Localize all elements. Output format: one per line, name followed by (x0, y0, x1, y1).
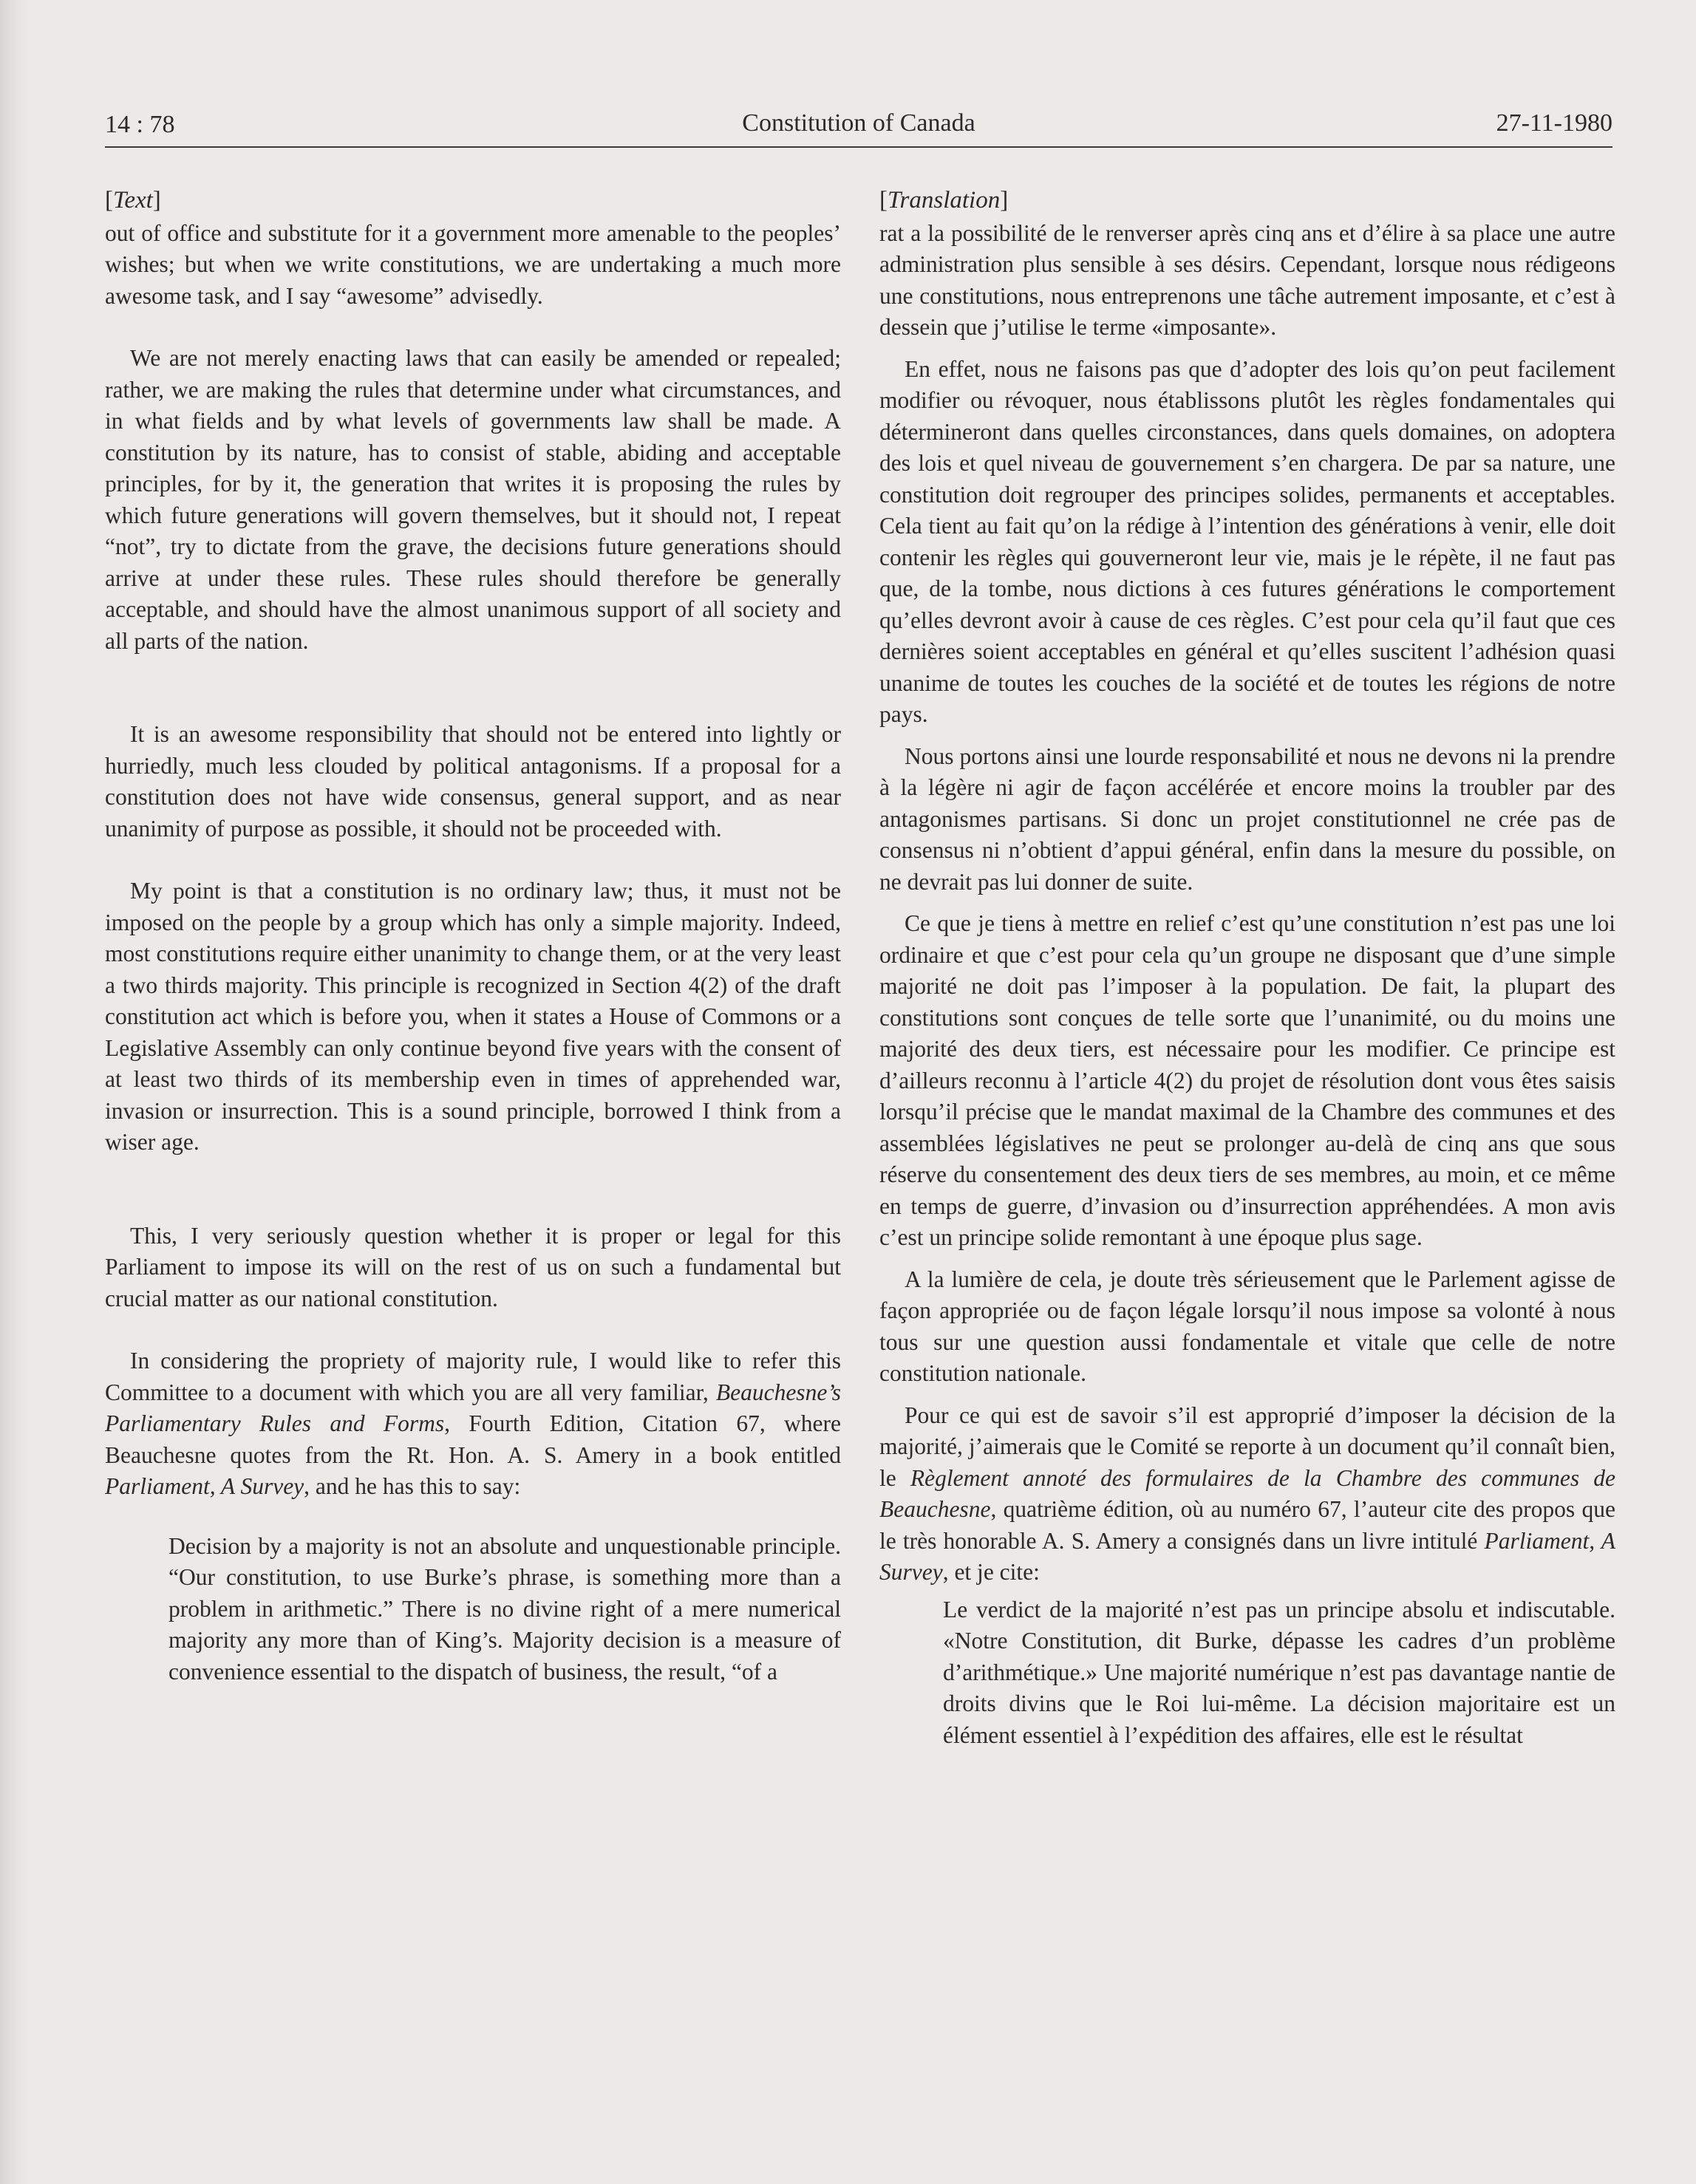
paragraph: En effet, nous ne faisons pas que d’adopter des lois qu’on peut facilement modifier ou révoquer, nous établissons plutôt les règles fondamentales qui détermineront dans quelles circonstances, dans quels domaines, on adoptera des lois et quel niveau de gouvernement s’en chargera. De par sa nature, une constitution doit regrouper des principes solides, permanents et acceptables. Cela tient au fait qu’on la rédige à l’intention des générations à venir, elle doit contenir les règles qui gouverneront leur vie, mais je le répète, il ne faut pas que, de la tombe, nous dictions à ces futures générations le comportement qu’elles devront avoir à cause de ces règles. C’est pour cela qu’il faut que ces dernières soient acceptables en général et qu’elles suscitent l’adhésion quasi unanime de toutes les couches de la société et de toutes les régions de notre pays. (879, 355, 1615, 727)
paragraph: It is an awesome responsibility that should not be entered into lightly or hurriedly, much less clouded by political antagonisms. If a proposal for a constitution does not have wide consensus, general support, and as near unanimity of purpose as possible, it should not be proceeded with. (105, 721, 841, 842)
page-edge-shadow (0, 0, 28, 2184)
paragraph: This, I very seriously question whether it is proper or legal for this Parliament to impose its will on the rest of us on such a fundamental but crucial matter as our national constitution. (105, 1222, 841, 1311)
paragraph: In considering the propriety of majority rule, I would like to refer this Committee to a document with which you are all very familiar, Beauchesne’s Parliamentary Rules and Forms, Fourth Edition, Citation 67, where Beauchesne quotes from the Rt. Hon. A. S. Amery in a book entitled Parliament, A Survey, and he has this to say: (105, 1348, 841, 1499)
column-label: [Text] (105, 187, 161, 214)
paragraph: We are not merely enacting laws that can easily be amended or repealed; rather, we are making the rules that determine under what circumstances, and in what fields and by what levels of governments law shall be made. A constitution by its nature, has to consist of stable, abiding and acceptable principles, for by it, the generation that writes it is proposing the rules by which future generations will govern themselves, but it should not, I repeat “not”, try to dictate from the grave, the decisions future generations should arrive at under these rules. These rules should therefore be generally acceptable, and should have the almost unanimous support of all society and all parts of the nation. (105, 345, 841, 654)
english-text-column (105, 185, 841, 1688)
paragraph: A la lumière de cela, je doute très sérieusement que le Parlement agisse de façon appropriée ou de façon légale lorsqu’il nous impose sa volonté à nous tous sur une question aussi fondamentale et vitale que celle de notre constitution nationale. (879, 1266, 1615, 1386)
paragraph: Pour ce qui est de savoir s’il est approprié d’imposer la décision de la majorité, j’aimerais que le Comité se reporte à un document qu’il connaît bien, le Règlement annoté des formulaires de la Chambre des communes de Beauchesne, quatrième édition, où au numéro 67, l’auteur cite des propos que le très honorable A. S. Amery a consignés dans un livre intitulé Parliament, A Survey, et je cite: (879, 1402, 1615, 1585)
page-date: 27-11-1980 (1496, 109, 1612, 137)
citation-title: Règlement annoté des formulaires de la Chambre des communes de Beauchesne (879, 1464, 1615, 1522)
block-quote: Le verdict de la majorité n’est pas un principe absolu et indiscutable. «Notre Constitution, dit Burke, dépasse les cadres d’un problème d’arithmétique.» Une majorité numérique n’est pas davantage nantie de droits divins que le Roi lui-même. La décision majoritaire est un élément essentiel à l’expédition des affaires, elle est le résultat (943, 1596, 1615, 1748)
page-header (105, 105, 1612, 146)
citation-title: Beauchesne’s Parliamentary Rules and Forms (105, 1379, 841, 1436)
paragraph: My point is that a constitution is no ordinary law; thus, it must not be imposed on the people by a group which has only a simple majority. Indeed, most constitutions require either unanimity to change them, or at the very least a two thirds majority. This principle is recognized in Section 4(2) of the draft constitution act which is before you, when it states a House of Commons or a Legislative Assembly can only continue beyond five years with the consent of at least two thirds of its membership even in times of apprehended war, invasion or insurrection. This is a sound principle, borrowed I think from a wiser age. (105, 878, 841, 1155)
header-rule (105, 146, 1612, 148)
column-label: [Translation] (879, 187, 1009, 214)
french-translation-column (879, 185, 1615, 1751)
paragraph: out of office and substitute for it a government more amenable to the peoples’ wishes; but when we write constitutions, we are undertaking a much more awesome task, and I say “awesome” advisedly. (105, 219, 841, 309)
paragraph: rat a la possibilité de le renverser après cinq ans et d’élire à sa place une autre administration plus sensible à ses désirs. Cependant, lorsque nous rédigeons une constitutions, nous entreprenons une tâche autrement imposante, et c’est à dessein que j’utilise le terme «imposante». (879, 219, 1615, 340)
page-number: 14 : 78 (105, 111, 175, 138)
paragraph: Nous portons ainsi une lourde responsabilité et nous ne devons ni la prendre à la légère ni agir de façon accélérée et encore moins la troubler par des antagonismes partisans. Si donc un projet constitutionnel ne crée pas de consensus ni n’obtient d’appui général, enfin dans la mesure du possible, on ne devrait pas lui donner de suite. (879, 743, 1615, 895)
paragraph: Ce que je tiens à mettre en relief c’est qu’une constitution n’est pas une loi ordinaire et que c’est pour cela qu’un groupe ne disposant que d’une simple majorité ne doit pas l’imposer à la population. De fait, la plupart des constitutions sont conçues de telle sorte que l’unanimité, ou du moins une majorité des deux tiers, est nécessaire pour les modifier. Ce principe est d’ailleurs reconnu à l’article 4(2) du projet de résolution dont vous êtes saisis lorsqu’il précise que le mandat maximal de la Chambre des communes et des assemblées législatives ne peut se prolonger au-delà de cinq ans que sous réserve du consentement des deux tiers de ses membres, au moin, et ce même en temps de guerre, d’invasion ou d’insurrection appréhendées. A mon avis c’est un principe solide remontant à une époque plus sage. (879, 910, 1615, 1250)
block-quote: Decision by a majority is not an absolute and unquestionable principle. “Our constitution, to use Burke’s phrase, is something more than a problem in arithmetic.” There is no divine right of a mere numerical majority any more than of King’s. Majority decision is a measure of convenience essential to the dispatch of business, the result, “of a (168, 1532, 841, 1685)
book-title: Parliament, A Survey (879, 1527, 1615, 1585)
book-title: Parliament, A Survey (105, 1473, 304, 1499)
running-title: Constitution of Canada (742, 109, 975, 137)
